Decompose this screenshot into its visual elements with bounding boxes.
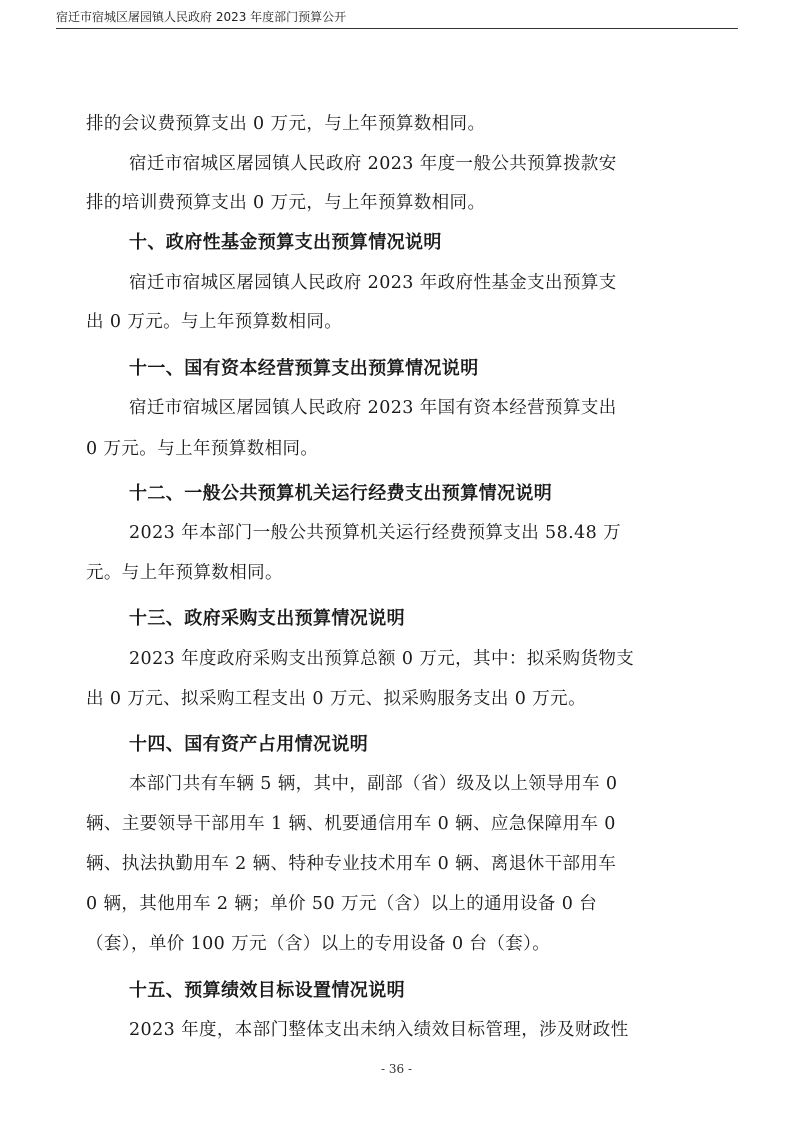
body-line: 0 辆，其他用车 2 辆；单价 50 万元（含）以上的通用设备 0 台 [86, 894, 598, 914]
section-heading-14: 十四、国有资产占用情况说明 [129, 734, 369, 755]
body-line: 元。与上年预算数相同。 [86, 563, 283, 583]
body-line: 宿迁市宿城区屠园镇人民政府 2023 年度一般公共预算拨款安 [129, 154, 617, 174]
body-line: 0 万元。与上年预算数相同。 [86, 439, 319, 459]
body-line: 排的培训费预算支出 0 万元，与上年预算数相同。 [86, 193, 486, 213]
body-line: 出 0 万元。与上年预算数相同。 [86, 312, 343, 332]
body-line: 宿迁市宿城区屠园镇人民政府 2023 年政府性基金支出预算支 [129, 273, 617, 293]
page-number: - 36 - [380, 1062, 412, 1076]
body-line: 排的会议费预算支出 0 万元，与上年预算数相同。 [86, 114, 486, 134]
body-line: （套），单价 100 万元（含）以上的专用设备 0 台（套）。 [86, 934, 551, 954]
section-heading-15: 十五、预算绩效目标设置情况说明 [129, 980, 405, 1001]
body-line: 本部门共有车辆 5 辆，其中，副部（省）级及以上领导用车 0 [129, 774, 618, 794]
header-rule [56, 28, 738, 29]
section-heading-10: 十、政府性基金预算支出预算情况说明 [129, 232, 442, 253]
section-heading-11: 十一、国有资本经营预算支出预算情况说明 [129, 358, 479, 379]
section-heading-13: 十三、政府采购支出预算情况说明 [129, 608, 405, 629]
section-heading-12: 十二、一般公共预算机关运行经费支出预算情况说明 [129, 483, 553, 504]
body-line: 辆、主要领导干部用车 1 辆、机要通信用车 0 辆、应急保障用车 0 [86, 814, 616, 834]
body-line: 出 0 万元、拟采购工程支出 0 万元、拟采购服务支出 0 万元。 [86, 689, 586, 709]
body-line: 2023 年本部门一般公共预算机关运行经费预算支出 58.48 万 [129, 523, 622, 543]
document-header: 宿迁市宿城区屠园镇人民政府 2023 年度部门预算公开 [56, 10, 347, 24]
body-line: 2023 年度政府采购支出预算总额 0 万元，其中：拟采购货物支 [129, 649, 635, 669]
body-line: 辆、执法执勤用车 2 辆、特种专业技术用车 0 辆、离退休干部用车 [86, 854, 617, 874]
body-line: 宿迁市宿城区屠园镇人民政府 2023 年国有资本经营预算支出 [129, 398, 617, 418]
body-line: 2023 年度，本部门整体支出未纳入绩效目标管理，涉及财政性 [129, 1020, 629, 1040]
